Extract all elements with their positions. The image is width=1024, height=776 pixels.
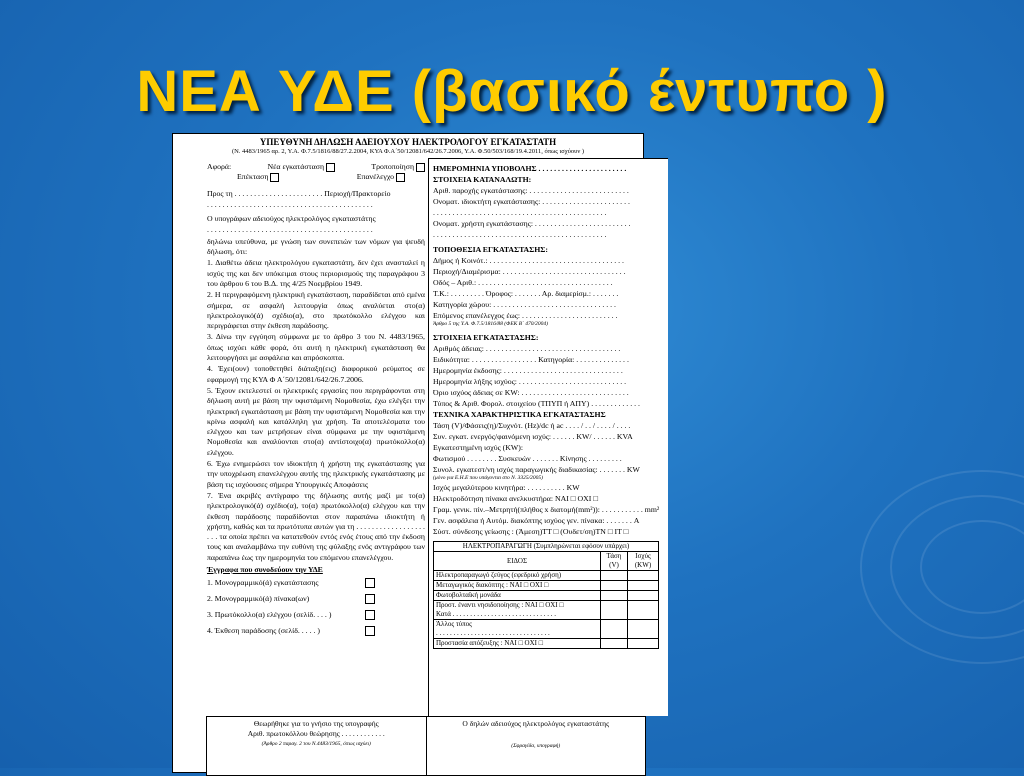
attachment-row <box>207 607 375 623</box>
table-header: ΕΙΔΟΣ <box>434 552 601 571</box>
aforas-row-2 <box>207 172 425 182</box>
table-cell: Άλλος τύπος . . . . . . . . . . . . . . . . . . . . . . . . . . . . . . . . . <box>434 620 601 639</box>
certification-line: Αριθ. πρωτοκόλλου θεώρησης . . . . . . . . . . . . <box>247 729 385 738</box>
clause-4: 4. Έχει(ουν) τοποθετηθεί διάταξη(εις) διαφορικού ρεύματος σε εφαρμογή της ΚΥΑ Φ Α΄50/12081/642/26.7.2006. <box>207 364 425 384</box>
option-extension: Επέκταση <box>237 172 269 182</box>
aforas-row <box>207 162 425 172</box>
checkbox-new[interactable] <box>326 163 335 172</box>
form-right-panel <box>428 158 668 716</box>
field-line: Ημερομηνία λήξης ισχύος: . . . . . . . . . . . . . . . . . . . . . . . . . . . . <box>433 377 627 386</box>
signer-box <box>426 717 646 775</box>
field-line: Κατηγορία χώρου: . . . . . . . . . . . . . . . . . . . . . . . . . . . . . . . . <box>433 300 616 309</box>
option-modify: Τροποποίηση <box>371 162 415 171</box>
field-line: Γεν. ασφάλεια ή Αυτόμ. διακόπτης ισχύος γεν. πίνακα: . . . . . . . A <box>433 516 640 525</box>
form-left-column <box>207 162 425 639</box>
certification-note: (Άρθρο 2 παραγ. 2 του Ν.4483/1965, όπως ισχύει) <box>261 741 371 747</box>
table-title: ΗΛΕΚΤΡΟΠΑΡΑΓΩΓΗ (Συμπληρώνεται εφόσον υπάρχει) <box>434 542 659 552</box>
field-line: Συν. εγκατ. ενεργός/φαινόμενη ισχύς: . . . . . . KW/ . . . . . . KVA <box>433 432 633 441</box>
form-subheading: (Ν. 4483/1965 αρ. 2, Υ.Α. Φ.7.5/1816/88/27.2.2004, ΚΥΑ Φ.Α΄50/12081/642/26.7.2006, Υ.Α. Φ.50/503/168/19.4.2011, όπως ισχύουν ) <box>231 148 585 155</box>
option-new: Νέα εγκατάσταση <box>267 162 325 171</box>
field-line: . . . . . . . . . . . . . . . . . . . . . . . . . . . . . . . . . . . . . . . . . . . . . <box>433 230 607 239</box>
clause-7: 7. Ένα ακριβές αντίγραφο της δήλωσης αυτής μαζί με το(α) ηλεκτρολογικό(ά) σχέδιο(α), το(α) πρωτόκολλο(α) ελέγχου και την έκθεση παράδοσης παραδίδονται στον παραπάνω ιδιοκτήτη ή χρήστη, καθώς και τα πρωτότυπα αυτών για τη . . . . . . . . . . . . . . . . . . . . . τα οποία πρέπει να κατατεθούν εντός ενός έτους από την έκδοση τους και αναλαμβάνω την ευθύνη της φύλαξης ενός αντιγράφου των παραπάνω έως την ημερομηνία του επόμενου επανελέγχου. <box>207 490 425 562</box>
dots-line: . . . . . . . . . . . . . . . . . . . . . . . . . . . . . . . . . . . . . . . . . . . <box>207 225 373 235</box>
field-line: Δήμος ή Κοινότ.: . . . . . . . . . . . . . . . . . . . . . . . . . . . . . . . . . . . <box>433 256 624 265</box>
table-cell: Μεταγωγικός διακόπτης : ΝΑΙ □ ΟΧΙ □ <box>434 581 601 591</box>
attachment-label: 4. Έκθεση παράδοσης (σελίδ. . . . . ) <box>207 626 320 636</box>
field-note: Άρθρο 5 της Υ.Α. Φ.7.5/1816/88 (ΦΕΚ Β΄ 470/2004) <box>433 321 548 327</box>
signer-line: Ο υπογράφων αδειούχος ηλεκτρολόγος εγκαταστάτης <box>207 214 376 224</box>
attachment-checkbox[interactable] <box>365 594 375 604</box>
section-location: ΤΟΠΟΘΕΣΙΑ ΕΓΚΑΤΑΣΤΑΣΗΣ: <box>433 245 548 254</box>
attachment-label: 1. Μονογραμμικό(ά) εγκατάστασης <box>207 578 319 588</box>
clause-3: 3. Δίνω την εγγύηση σύμφωνα με το άρθρο 3 του Ν. 4483/1965, όπως ισχύει κάθε φορά, ότι αυτή η ηλεκτρική εγκατάσταση θα λειτουργήσει με ασφάλεια και απρόσκοπτα. <box>207 332 425 363</box>
field-line: Τάση (V)/Φάσεις(η)/Συχνότ. (Hz)/dc ή ac . . . . / . . / . . . . / . . . . <box>433 421 631 430</box>
field-line: Ημερομηνία έκδοσης: . . . . . . . . . . . . . . . . . . . . . . . . . . . . . . . <box>433 366 623 375</box>
table-cell: Ηλεκτροπαραγωγό ζεύγος (εφεδρικό χρήση) <box>434 571 601 581</box>
field-line: Γραμ. γενικ. πίν.–Μετρητή(πλήθος x διατομή(mm²)): . . . . . . . . . . . mm² <box>433 505 660 514</box>
table-cell: Προστ. έναντι νησιδοποίησης : ΝΑΙ □ ΟΧΙ □ Κατά . . . . . . . . . . . . . . . . . . . . . . . . . . . . . . <box>434 601 601 620</box>
table-header: Ισχύς (KW) <box>628 552 659 571</box>
table-cell: Φωτοβολταϊκή μονάδα <box>434 591 601 601</box>
ripple-decoration <box>860 470 1024 664</box>
signer-line: Ο δηλών αδειούχος ηλεκτρολόγος εγκαταστάτης <box>462 719 610 728</box>
table-row <box>434 571 659 581</box>
aforas-label: Αφορά: <box>207 162 232 171</box>
field-note: (μόνο για Ε.Η.Ε που υπάγονται στο Ν. 3325/2005) <box>433 475 543 481</box>
clause-5: 5. Έχουν εκτελεστεί οι ηλεκτρικές εργασίες που περιγράφονται στη δήλωση αυτή με βάση την υφιστάμενη Νομοθεσία, έχω ελέγξει την ηλεκτρική εγκατάσταση με βάση την υφιστάμενη Νομοθεσία και την κρίνω ασφαλή και κατάλληλη για χρήση. Τα αποτελέσματα του ελέγχου και των μετρήσεων είναι σύμφωνα με την υφιστάμενη Νομοθεσία και αναλύονται στο(α) αντίστοιχο(α) πρωτόκολλο(α) ελέγχου. <box>207 385 425 457</box>
certification-line: Θεωρήθηκε για το γνήσιο της υπογραφής <box>253 719 379 728</box>
field-line: Ειδικότητα: . . . . . . . . . . . . . . . . . Κατηγορία: . . . . . . . . . . . . . . <box>433 355 629 364</box>
field-line: Εγκατεστημένη ισχύς (KW): <box>433 443 523 452</box>
table-row <box>434 639 659 649</box>
form-header <box>173 134 643 157</box>
attachment-row <box>207 591 375 607</box>
signature-area <box>206 716 646 776</box>
field-line: Τ.Κ.: . . . . . . . . . Όροφος: . . . . . . . Αρ. διαμερίσμ.: . . . . . . . <box>433 289 619 298</box>
signer-note: (Σφραγίδα, υπογραφή) <box>511 743 561 749</box>
form-right-column <box>433 163 667 649</box>
field-line: Τύπος & Αριθ. Φορολ. στοιχείου (ΤΠΥΠ ή ΑΠΥ) . . . . . . . . . . . . . <box>433 399 640 408</box>
checkbox-recheck[interactable] <box>396 173 405 182</box>
pros-line: Προς τη . . . . . . . . . . . . . . . . . . . . . . . Περιοχή/Πρακτορείο <box>207 188 391 198</box>
table-row <box>434 591 659 601</box>
submission-date: ΗΜΕΡΟΜΗΝΙΑ ΥΠΟΒΟΛΗΣ . . . . . . . . . . . . . . . . . . . . . . . <box>433 164 627 173</box>
attachments-list <box>207 565 425 639</box>
field-line: Περιοχή/Διαμέρισμα: . . . . . . . . . . . . . . . . . . . . . . . . . . . . . . . . <box>433 267 626 276</box>
field-line: Αριθμός άδειας: . . . . . . . . . . . . . . . . . . . . . . . . . . . . . . . . . . . <box>433 344 621 353</box>
field-line: Σύστ. σύνδεσης γείωσης : (Άμεση)ΤΤ □ (Ουδετ/ση)ΤΝ □ ΙΤ □ <box>433 527 629 536</box>
section-technical: ΤΕΧΝΙΚΑ ΧΑΡΑΚΤΗΡΙΣΤΙΚΑ ΕΓΚΑΤΑΣΤΑΣΗΣ <box>433 410 606 419</box>
field-line: Φωτισμού . . . . . . . . Συσκευών . . . . . . . Κίνησης . . . . . . . . . <box>433 454 622 463</box>
field-line: Ηλεκτροδότηση πίνακα ανελκυστήρα: ΝΑΙ □ ΟΧΙ □ <box>433 494 598 503</box>
slide-title: ΝΕΑ ΥΔΕ (βασικό έντυπο ) <box>136 59 888 124</box>
attachment-label: 2. Μονογραμμικό(ά) πίνακα(ων) <box>207 594 310 604</box>
clause-1: 1. Διαθέτω άδεια ηλεκτρολόγου εγκαταστάτη, δεν έχει ανασταλεί η ισχύς της και δεν υπόκειμαι στους περιορισμούς της παραγράφου 3 του άρθρου 6 του Β.Δ. της 4/25 Νοεμβρίου 1949. <box>207 258 425 288</box>
field-line: Συνολ. εγκατεστ/νη ισχύς παραγωγικής διαδικασίας: . . . . . . . KW <box>433 465 640 474</box>
checkbox-extension[interactable] <box>270 173 279 182</box>
checkbox-modify[interactable] <box>416 163 425 172</box>
table-row <box>434 601 659 620</box>
field-line: Όριο ισχύος άδειας σε KW: . . . . . . . . . . . . . . . . . . . . . . . . . . . . <box>433 388 629 397</box>
certification-box <box>207 717 426 775</box>
attachment-checkbox[interactable] <box>365 610 375 620</box>
field-line: . . . . . . . . . . . . . . . . . . . . . . . . . . . . . . . . . . . . . . . . . . . . . <box>433 208 607 217</box>
field-line: Επόμενος επανέλεγχος έως: . . . . . . . . . . . . . . . . . . . . . . . . . <box>433 311 618 320</box>
table-row <box>434 620 659 639</box>
clause-6: 6. Έχω ενημερώσει τον ιδιοκτήτη ή χρήστη της εγκατάστασης για την υποχρέωση επανελέγχου αυτής της ηλεκτρικής εγκατάστασης με βάση τις ισχύουσες σήμερα Υπουργικές Αποφάσεις <box>207 459 425 489</box>
table-row <box>434 581 659 591</box>
section-installer: ΣΤΟΙΧΕΙΑ ΕΓΚΑΤΑΣΤΑΣΗΣ: <box>433 333 539 342</box>
field-line: Οδός – Αριθ.: . . . . . . . . . . . . . . . . . . . . . . . . . . . . . . . . . . . <box>433 278 613 287</box>
attachment-checkbox[interactable] <box>365 626 375 636</box>
declaration-line: δηλώνω υπεύθυνα, με γνώση των συνεπειών των νόμων για ψευδή δήλωση, ότι: <box>207 236 425 257</box>
power-generation-table <box>433 541 659 649</box>
attachments-title: Έγγραφα που συνοδεύουν την ΥΔΕ <box>207 564 323 574</box>
section-consumer: ΣΤΟΙΧΕΙΑ ΚΑΤΑΝΑΛΩΤΗ: <box>433 175 532 184</box>
field-line: Αριθ. παροχής εγκατάστασης: . . . . . . . . . . . . . . . . . . . . . . . . . . <box>433 186 629 195</box>
field-line: Ισχύς μεγαλύτερου κινητήρα: . . . . . . . . . . KW <box>433 483 580 492</box>
attachment-checkbox[interactable] <box>365 578 375 588</box>
field-line: Ονοματ. ιδιοκτήτη εγκατάστασης: . . . . . . . . . . . . . . . . . . . . . . . <box>433 197 630 206</box>
clause-2: 2. Η περιγραφόμενη ηλεκτρική εγκατάσταση, παραδίδεται από εμένα σήμερα, σε ασφαλή λειτουργία όπως αναλύεται στο(α) ηλεκτρολογικό(ά) σχέδιο(α), στο πρωτόκολλο ελέγχου και περιγράφεται στην έκθεση παράδοσης. <box>207 290 425 331</box>
attachment-row <box>207 575 375 591</box>
form-heading: ΥΠΕΥΘΥΝΗ ΔΗΛΩΣΗ ΑΔΕΙΟΥΧΟΥ ΗΛΕΚΤΡΟΛΟΓΟΥ ΕΓΚΑΤΑΣΤΑΤΗ <box>259 137 557 147</box>
field-line: Ονοματ. χρήστη εγκατάστασης: . . . . . . . . . . . . . . . . . . . . . . . . . <box>433 219 631 228</box>
dots-line: . . . . . . . . . . . . . . . . . . . . . . . . . . . . . . . . . . . . . . . . . . . <box>207 199 373 209</box>
table-cell: Προστασία απόζευξης : ΝΑΙ □ ΟΧΙ □ <box>434 639 601 649</box>
option-recheck: Επανέλεγχο <box>356 172 395 182</box>
table-header: Τάση (V) <box>601 552 628 571</box>
attachment-row <box>207 623 375 639</box>
attachment-label: 3. Πρωτόκολλο(α) ελέγχου (σελίδ. . . . ) <box>207 610 332 620</box>
